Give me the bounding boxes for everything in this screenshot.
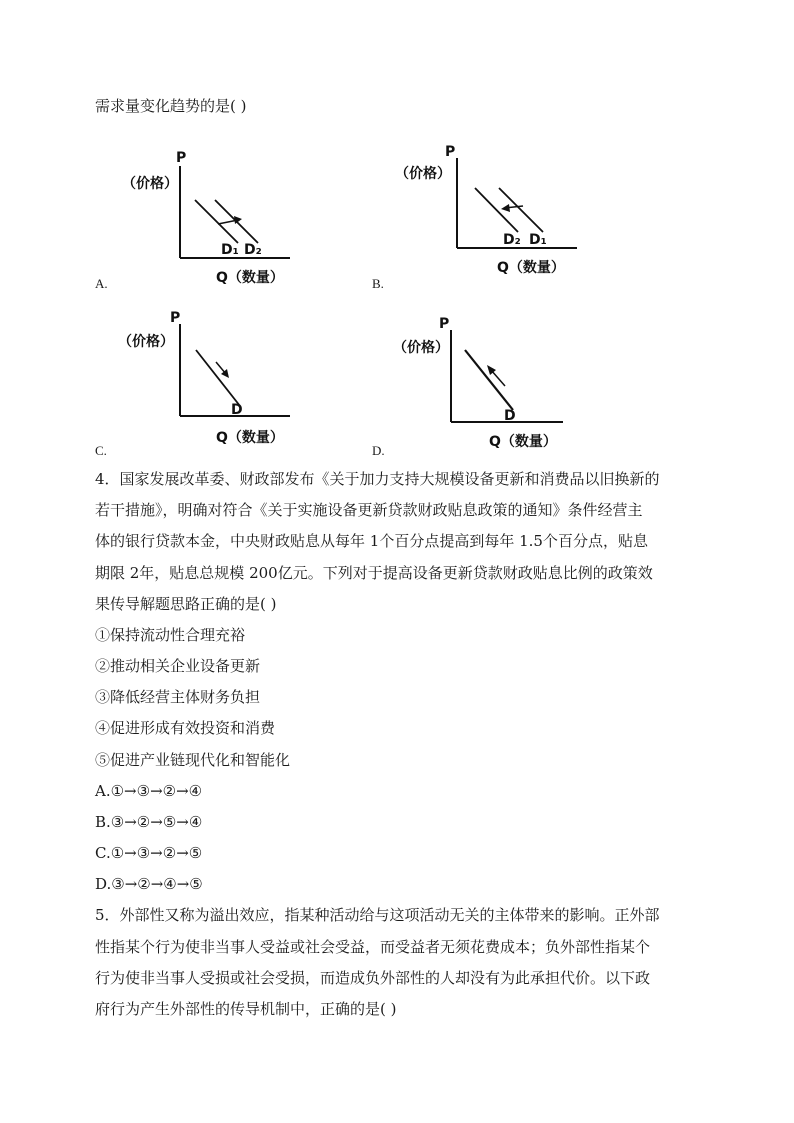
q4-item-3: ③降低经营主体财务负担 — [95, 688, 261, 706]
q5-line-3: 行为使非当事人受损或社会受损，而造成负外部性的人却没有为此承担代价。以下政 — [95, 969, 651, 987]
graph-d-q-label: Q（数量） — [489, 434, 557, 450]
graph-c-price-label: （价格） — [118, 334, 174, 350]
q4-line-1: 4．国家发展改革委、财政部发布《关于加力支持大规模设备更新和消费品以旧换新的 — [95, 470, 660, 488]
graph-b-d1-label: D₁ — [529, 232, 547, 248]
option-a-label: A. — [95, 276, 108, 291]
q4-line-2: 若干措施》，明确对符合《关于实施设备更新贷款财政贴息政策的通知》条件经营主 — [95, 501, 643, 519]
graph-a — [120, 148, 300, 293]
graph-d-curve-d — [465, 350, 513, 410]
graph-b-d2-label: D₂ — [503, 232, 521, 248]
graph-b — [395, 142, 585, 282]
q4-line-3: 体的银行贷款本金，中央财政贴息从每年 1个百分点提高到每年 1.5个百分点，贴息 — [95, 532, 648, 550]
q4-choice-a: A.①→③→②→④ — [95, 782, 203, 800]
q4-item-5: ⑤促进产业链现代化和智能化 — [95, 751, 291, 769]
graph-b-p-label: P — [445, 144, 456, 160]
graph-c-curve-d — [196, 350, 240, 406]
graph-c-p-label: P — [170, 310, 181, 326]
option-c-label: C. — [95, 443, 107, 458]
q5-line-2: 性指某个行为使非当事人受益或社会受益，而受益者无须花费成本；负外部性指某个 — [95, 938, 651, 956]
graph-c-d-label: D — [231, 402, 243, 418]
graph-d-p-label: P — [439, 316, 450, 332]
q4-item-4: ④促进形成有效投资和消费 — [95, 719, 276, 737]
q4-choice-d: D.③→②→④→⑤ — [95, 875, 203, 893]
q5-line-4: 府行为产生外部性的传导机制中，正确的是( ) — [95, 1000, 397, 1018]
graph-c — [118, 310, 298, 455]
graph-a-d2-label: D₂ — [244, 242, 262, 258]
option-b-label: B. — [372, 276, 384, 291]
q5-line-1: 5．外部性又称为溢出效应，指某种活动给与这项活动无关的主体带来的影响。正外部 — [95, 906, 660, 924]
q4-line-4: 期限 2年，贴息总规模 200亿元。下列对于提高设备更新贷款财政贴息比例的政策效 — [95, 564, 653, 582]
graph-d — [393, 316, 583, 456]
intro-line: 需求量变化趋势的是( ) — [95, 97, 247, 115]
option-d-label: D. — [372, 443, 385, 458]
graph-b-price-label: （价格） — [395, 166, 451, 182]
q4-choice-b: B.③→②→⑤→④ — [95, 813, 203, 831]
q4-line-5: 果传导解题思路正确的是( ) — [95, 595, 277, 613]
q4-choice-c: C.①→③→②→⑤ — [95, 844, 203, 862]
graph-a-d1-label: D₁ — [221, 242, 239, 258]
graph-d-price-label: （价格） — [393, 340, 449, 356]
graph-b-q-label: Q（数量） — [497, 260, 565, 276]
graph-a-p-label: P — [176, 150, 187, 166]
graph-d-d-label: D — [504, 408, 516, 424]
graph-b-arrowhead — [501, 204, 510, 212]
q4-item-1: ①保持流动性合理充裕 — [95, 626, 246, 644]
q4-item-2: ②推动相关企业设备更新 — [95, 657, 261, 675]
graph-a-price-label: （价格） — [122, 176, 178, 192]
graph-b-curve-d2 — [475, 188, 518, 232]
graph-a-q-label: Q（数量） — [216, 270, 284, 286]
graph-c-q-label: Q（数量） — [216, 430, 284, 446]
